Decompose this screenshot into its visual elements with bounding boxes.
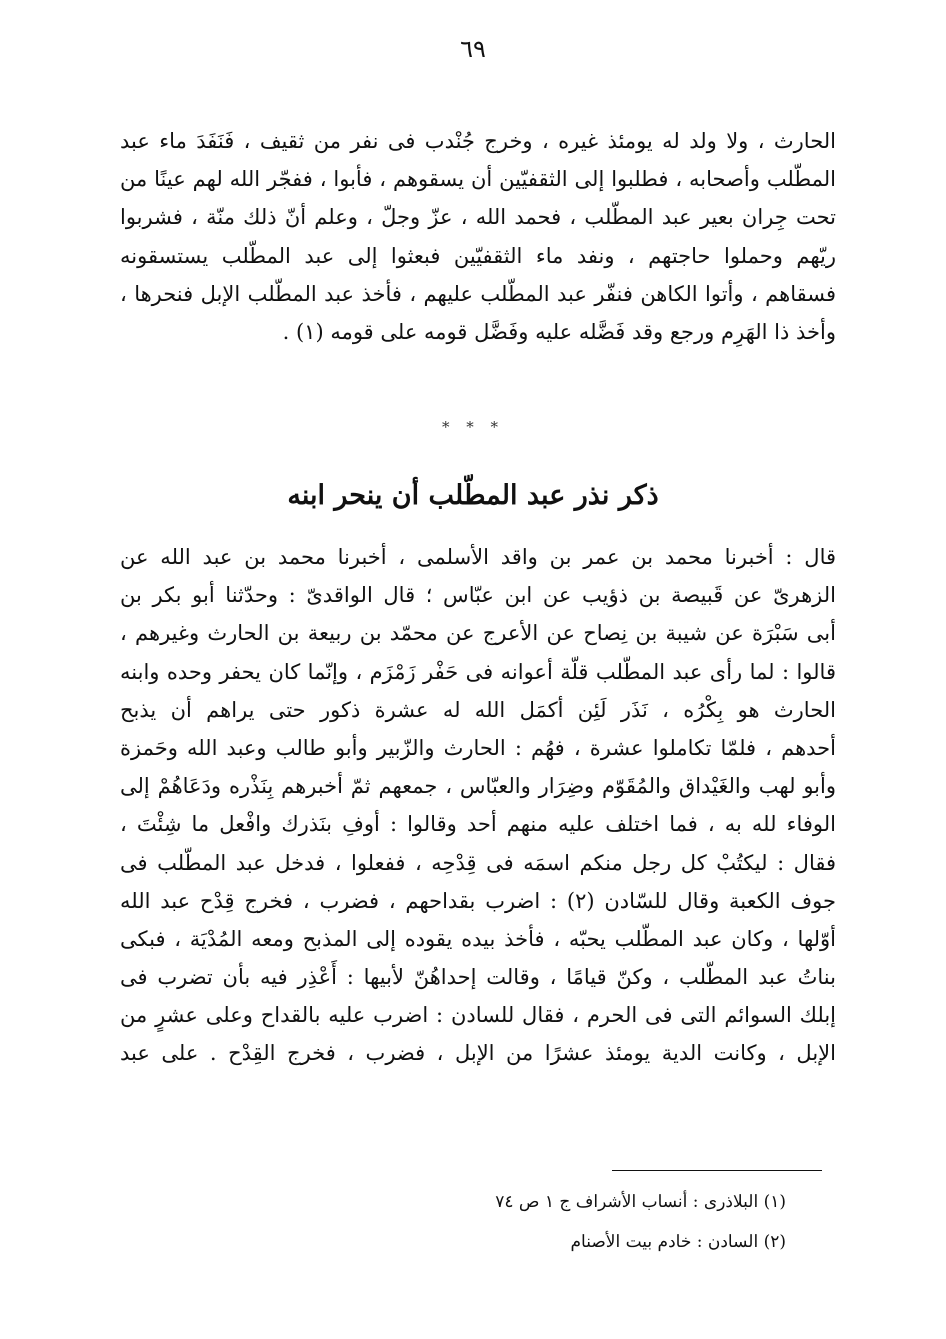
text-line: الوفاء لله به ، فما اختلف عليه منهم أحد وقالوا : أوفِ بنَذرك وافْعل ما شِئْتَ ، (120, 812, 836, 837)
section-separator: * * * (441, 418, 505, 436)
text-line: ريّهم وحملوا حاجتهم ، ونفد ماء الثقفيّين فبعثوا إلى عبد المطّلب يستسقونه (120, 243, 836, 268)
text-line: أوّلها ، وكان عبد المطّلب يحبّه ، فأخذ بيده يقوده إلى المذبح ومعه المُدْيَة ، فبكى (120, 926, 836, 951)
section-title: ذكر نذر عبد المطّلب أن ينحر ابنه (287, 480, 659, 511)
text-line: قال : أخبرنا محمد بن عمر بن واقد الأسلمى ، أخبرنا محمد بن عبد الله عن (120, 545, 836, 569)
footnote-2: (٢) السادن : خادم بيت الأصنام (570, 1232, 786, 1252)
text-line: بناتُ عبد المطّلب ، وكنّ قيامًا ، وقالت إحداهُنّ لأبيها : أَعْذِر فيه بأن تضرب فى (120, 965, 836, 990)
footnote-1: (١) البلاذرى : أنساب الأشراف ج ١ ص ٧٤ (495, 1192, 786, 1212)
text-line: إبلك السوائم التى فى الحرم ، فقال للسادن : اضرب عليه بالقداح وعلى عشرٍ من (120, 1003, 836, 1028)
text-line: تحت جِران بعير عبد المطّلب ، فحمد الله ، عزّ وجلّ ، وعلم أنّ ذلك منّة ، فشربوا (120, 205, 836, 230)
text-line: الحارث ، ولا ولد له يومئذ غيره ، وخرج جُنْدب فى نفر من ثقيف ، فَنَفَدَ ماء عبد (120, 129, 836, 153)
footnotes (300, 1182, 786, 1262)
text-line: أبى سَبْرَة عن شيبة بن نِصاح عن الأعرج عن محمّد بن ربيعة بن الحارث وغيرهم ، (120, 621, 836, 646)
text-line: فسقاهم ، وأتوا الكاهن فنفّر عبد المطّلب عليهم ، فأخذ عبد المطّلب الإبل فنحرها ، (120, 281, 836, 306)
text-line: الزهرىّ عن قَبيصة بن ذؤيب عن ابن عبّاس ؛ قال الواقدىّ : وحدّثنا أبو بكر بن (120, 583, 836, 608)
text-line: جوف الكعبة وقال للسّادن (٢) : اضرب بقداحهم ، فضرب ، فخرج قِدْح عبد الله (120, 888, 836, 913)
page-number: ٦٩ (460, 35, 486, 63)
footnote-divider (612, 1170, 822, 1171)
paragraph-continued (120, 122, 836, 351)
text-line: المطّلب وأصحابه ، فطلبوا إلى الثقفيّين أن يسقوهم ، فأبوا ، ففجّر الله لهم عينًا من (120, 167, 836, 192)
paragraph-main (120, 538, 836, 1073)
text-line: الإبل ، وكانت الدية يومئذ عشرًا من الإبل ، فضرب ، فخرج القِدْح . على عبد (120, 1041, 836, 1066)
text-line: الحارث هو بِكْرُه ، نَذَر لَئِن أكمَل الله له عشرة ذكور حتى يراهم أن يذبح (120, 697, 836, 722)
text-line: أحدهم ، فلمّا تكاملوا عشرة ، فهُم : الحارث والزّبير وأبو طالب وعبد الله وحَمزة (120, 735, 836, 760)
text-line: فقال : ليكتُبْ كل رجل منكم اسمَه فى قِدْحِه ، ففعلوا ، فدخل عبد المطّلب فى (120, 850, 836, 875)
text-line: قالوا : لما رأى عبد المطّلب قلّة أعوانه فى حَفْر زَمْزَم ، وإنّما كان يحفر وحده وابنه (120, 659, 836, 684)
text-line: وأبو لهب والغَيْداق والمُقَوّم وضِرَار والعبّاس ، جمعهم ثمّ أخبرهم بِنَذْره ودَعَاهُمْ إلى (120, 774, 836, 799)
text-line: وأخذ ذا الهَرِم ورجع وقد فَضَّله عليه وفَضَّل قومه على قومه (١) . (282, 319, 836, 344)
